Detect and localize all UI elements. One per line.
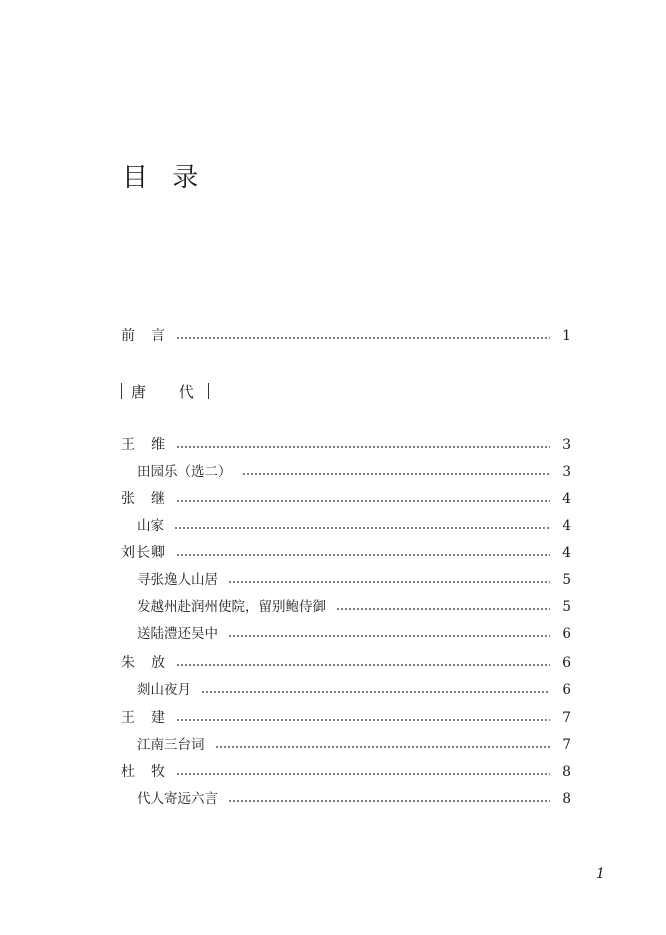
toc-page-number: 4 xyxy=(562,491,571,507)
toc-entry-poem[interactable] xyxy=(137,622,571,646)
toc-entry-label: 剡山夜月 xyxy=(137,682,191,698)
dot-leader xyxy=(201,691,550,693)
toc-entry-author[interactable] xyxy=(121,433,571,457)
toc-entry-label: 送陆澧还吴中 xyxy=(137,626,218,642)
toc-entry-label: 田园乐（选二） xyxy=(137,464,232,480)
toc-entry-label: 山家 xyxy=(137,518,164,534)
toc-entry-label: 代人寄远六言 xyxy=(137,791,218,807)
toc-page-number: 6 xyxy=(562,655,571,671)
toc-page-number: 5 xyxy=(562,599,571,615)
toc-page-number: 3 xyxy=(562,464,571,480)
dot-leader xyxy=(228,635,550,637)
toc-entry-label: 前 言 xyxy=(121,328,166,344)
toc-entry-author[interactable] xyxy=(121,541,571,565)
toc-page-number: 4 xyxy=(562,518,571,534)
toc-entry-poem[interactable] xyxy=(137,678,571,702)
toc-page-number: 1 xyxy=(562,328,571,344)
toc-page-number: 3 xyxy=(562,437,571,453)
toc-entry-author[interactable] xyxy=(121,651,571,675)
toc-entry-author[interactable] xyxy=(121,706,571,730)
dot-leader xyxy=(228,800,550,802)
toc-entry-label: 朱 放 xyxy=(121,655,166,671)
toc-entry-label: 刘长卿 xyxy=(121,545,166,561)
toc-entry-label: 王 维 xyxy=(121,437,166,453)
toc-entry-author[interactable] xyxy=(121,760,571,784)
toc-page-number: 6 xyxy=(562,682,571,698)
toc-entry-poem[interactable] xyxy=(137,568,571,592)
page-number: 1 xyxy=(596,866,605,882)
toc-entry-poem[interactable] xyxy=(137,514,571,538)
section-heading xyxy=(121,378,209,404)
dot-leader xyxy=(176,554,550,556)
page-title: 目 录 xyxy=(122,163,207,193)
toc-entry-poem[interactable] xyxy=(137,460,571,484)
dot-leader xyxy=(174,527,550,529)
toc-entry-author[interactable] xyxy=(121,487,571,511)
dot-leader xyxy=(176,500,550,502)
toc-entry-label: 张 继 xyxy=(121,491,166,507)
section-bar-right xyxy=(208,383,209,399)
toc-entry-poem[interactable] xyxy=(137,595,571,619)
toc-page-number: 7 xyxy=(562,737,571,753)
dot-leader xyxy=(176,446,550,448)
dot-leader xyxy=(242,473,551,475)
toc-page-number: 8 xyxy=(562,791,571,807)
toc-entry-label: 发越州赴润州使院，留别鲍侍御 xyxy=(137,599,326,615)
toc-entry-poem[interactable] xyxy=(137,787,571,811)
dot-leader xyxy=(176,773,550,775)
dot-leader xyxy=(336,608,550,610)
toc-page-number: 8 xyxy=(562,764,571,780)
toc-entry-poem[interactable] xyxy=(137,733,571,757)
section-heading-label: 唐 代 xyxy=(131,382,208,401)
dot-leader xyxy=(176,337,550,339)
toc-page-number: 7 xyxy=(562,710,571,726)
toc-page-number: 6 xyxy=(562,626,571,642)
toc-entry-label: 杜 牧 xyxy=(121,764,166,780)
toc-entry-preface[interactable] xyxy=(121,324,571,348)
toc-page-number: 4 xyxy=(562,545,571,561)
dot-leader xyxy=(215,746,551,748)
dot-leader xyxy=(176,664,550,666)
toc-entry-label: 寻张逸人山居 xyxy=(137,572,218,588)
section-bar-left xyxy=(121,383,122,399)
dot-leader xyxy=(176,719,550,721)
toc-page-number: 5 xyxy=(562,572,571,588)
toc-entry-label: 王 建 xyxy=(121,710,166,726)
dot-leader xyxy=(228,581,550,583)
toc-entry-label: 江南三台词 xyxy=(137,737,205,753)
